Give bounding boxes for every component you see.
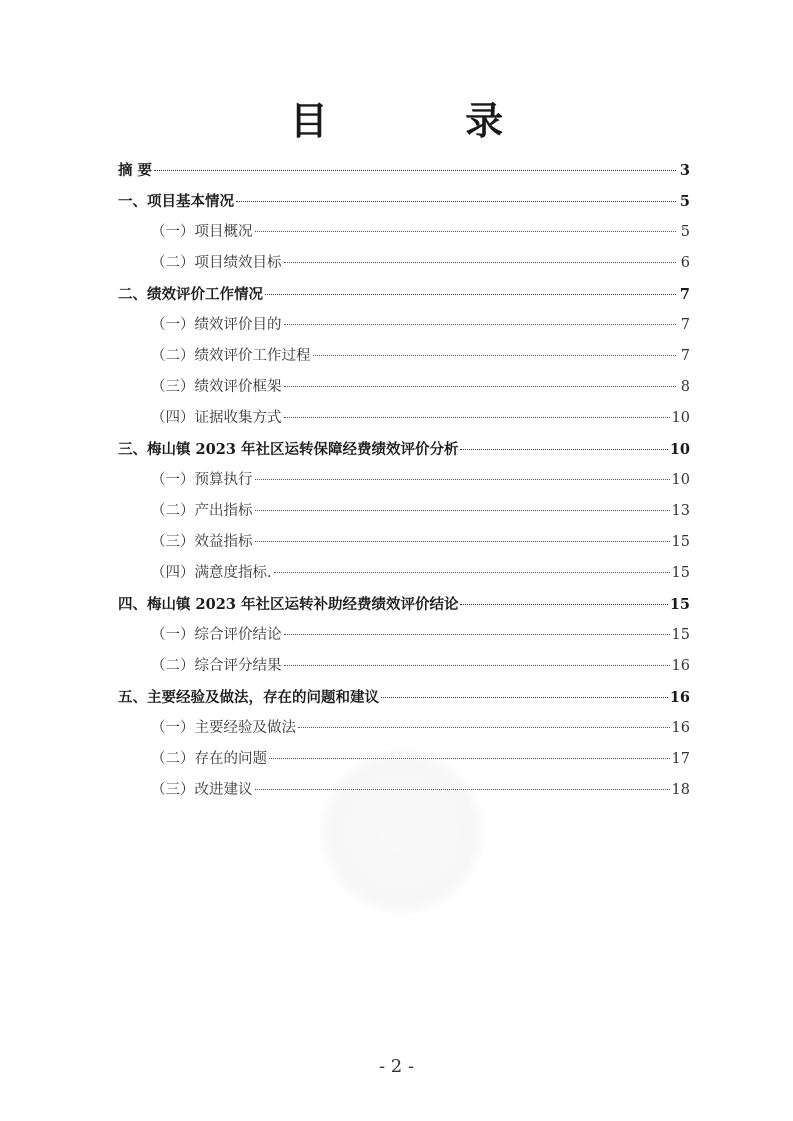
- toc-entry[interactable]: [118, 682, 690, 713]
- dot-leader: [381, 697, 668, 698]
- toc-entry-page-number: 13: [671, 503, 690, 519]
- toc-entry-label: （四）证据收集方式: [151, 410, 282, 426]
- toc-entry-page-number: 5: [680, 224, 690, 240]
- toc-entry-page-number: 10: [671, 410, 690, 426]
- dot-leader: [313, 355, 677, 356]
- toc-entry-label: （一）主要经验及做法: [151, 720, 296, 736]
- toc-entry[interactable]: [118, 775, 690, 806]
- toc-entry[interactable]: [118, 589, 690, 620]
- dot-leader: [265, 294, 676, 295]
- toc-entry-label: （一）预算执行: [151, 472, 253, 488]
- dot-leader: [298, 727, 670, 728]
- page-number: - 2 -: [378, 1056, 415, 1077]
- toc-entry-page-number: 3: [679, 162, 690, 179]
- toc-entry[interactable]: [118, 186, 690, 217]
- toc-entry-page-number: 18: [671, 782, 690, 798]
- toc-entry-page-number: 10: [671, 472, 690, 488]
- toc-entry[interactable]: [118, 558, 690, 589]
- toc-entry-page-number: 7: [679, 286, 690, 303]
- dot-leader: [274, 572, 670, 573]
- toc-entry-page-number: 15: [671, 565, 690, 581]
- toc-entry-label: 三、梅山镇 2023 年社区运转保障经费绩效评价分析: [118, 441, 459, 458]
- dot-leader: [284, 386, 677, 387]
- toc-entry-page-number: 5: [679, 193, 690, 210]
- toc-entry-page-number: 10: [669, 441, 690, 458]
- toc-entry-label: 四、梅山镇 2023 年社区运转补助经费绩效评价结论: [118, 596, 459, 613]
- table-of-contents: [118, 155, 690, 806]
- toc-entry-page-number: 16: [669, 689, 690, 706]
- dot-leader: [255, 479, 670, 480]
- toc-entry-page-number: 15: [669, 596, 690, 613]
- toc-entry[interactable]: [118, 527, 690, 558]
- toc-entry[interactable]: [118, 217, 690, 248]
- toc-entry-label: （一）综合评价结论: [151, 627, 282, 643]
- toc-entry[interactable]: [118, 434, 690, 465]
- dot-leader: [269, 758, 670, 759]
- toc-entry[interactable]: [118, 620, 690, 651]
- toc-entry-label: （二）绩效评价工作过程: [151, 348, 311, 364]
- toc-entry-label: 一、项目基本情况: [118, 193, 234, 210]
- toc-entry-label: （一）项目概况: [151, 224, 253, 240]
- toc-entry-label: 五、主要经验及做法，存在的问题和建议: [118, 689, 379, 706]
- dot-leader: [284, 634, 670, 635]
- toc-entry[interactable]: [118, 279, 690, 310]
- dot-leader: [460, 449, 667, 450]
- toc-entry[interactable]: [118, 341, 690, 372]
- dot-leader: [255, 541, 670, 542]
- toc-entry-page-number: 15: [671, 534, 690, 550]
- toc-entry[interactable]: [118, 651, 690, 682]
- toc-entry-page-number: 8: [680, 379, 690, 395]
- toc-entry-page-number: 7: [680, 317, 690, 333]
- toc-entry-label: 摘 要: [118, 162, 153, 179]
- toc-entry-label: （四）满意度指标.: [151, 565, 272, 581]
- toc-entry-page-number: 17: [671, 751, 690, 767]
- dot-leader: [284, 324, 677, 325]
- toc-entry-label: （三）效益指标: [151, 534, 253, 550]
- dot-leader: [284, 665, 670, 666]
- toc-entry[interactable]: [118, 248, 690, 279]
- toc-entry[interactable]: [118, 372, 690, 403]
- toc-entry-page-number: 15: [671, 627, 690, 643]
- toc-entry-label: （二）产出指标: [151, 503, 253, 519]
- toc-entry-label: （一）绩效评价目的: [151, 317, 282, 333]
- toc-entry-label: 二、绩效评价工作情况: [118, 286, 263, 303]
- toc-entry[interactable]: [118, 403, 690, 434]
- dot-leader: [255, 510, 670, 511]
- toc-entry-label: （三）绩效评价框架: [151, 379, 282, 395]
- toc-entry[interactable]: [118, 310, 690, 341]
- toc-entry-label: （二）存在的问题: [151, 751, 267, 767]
- dot-leader: [255, 789, 670, 790]
- toc-entry-page-number: 16: [671, 658, 690, 674]
- toc-entry[interactable]: [118, 713, 690, 744]
- toc-entry-label: （二）综合评分结果: [151, 658, 282, 674]
- toc-entry-page-number: 7: [680, 348, 690, 364]
- toc-entry[interactable]: [118, 465, 690, 496]
- dot-leader: [460, 604, 667, 605]
- dot-leader: [284, 417, 670, 418]
- dot-leader: [255, 231, 677, 232]
- dot-leader: [154, 170, 676, 171]
- dot-leader: [236, 201, 676, 202]
- dot-leader: [284, 262, 677, 263]
- toc-entry[interactable]: [118, 744, 690, 775]
- toc-entry[interactable]: [118, 496, 690, 527]
- page-title: 目 录: [289, 99, 566, 143]
- toc-entry-page-number: 16: [671, 720, 690, 736]
- toc-entry-label: （三）改进建议: [151, 782, 253, 798]
- toc-entry-label: （二）项目绩效目标: [151, 255, 282, 271]
- toc-entry-page-number: 6: [680, 255, 690, 271]
- toc-entry[interactable]: [118, 155, 690, 186]
